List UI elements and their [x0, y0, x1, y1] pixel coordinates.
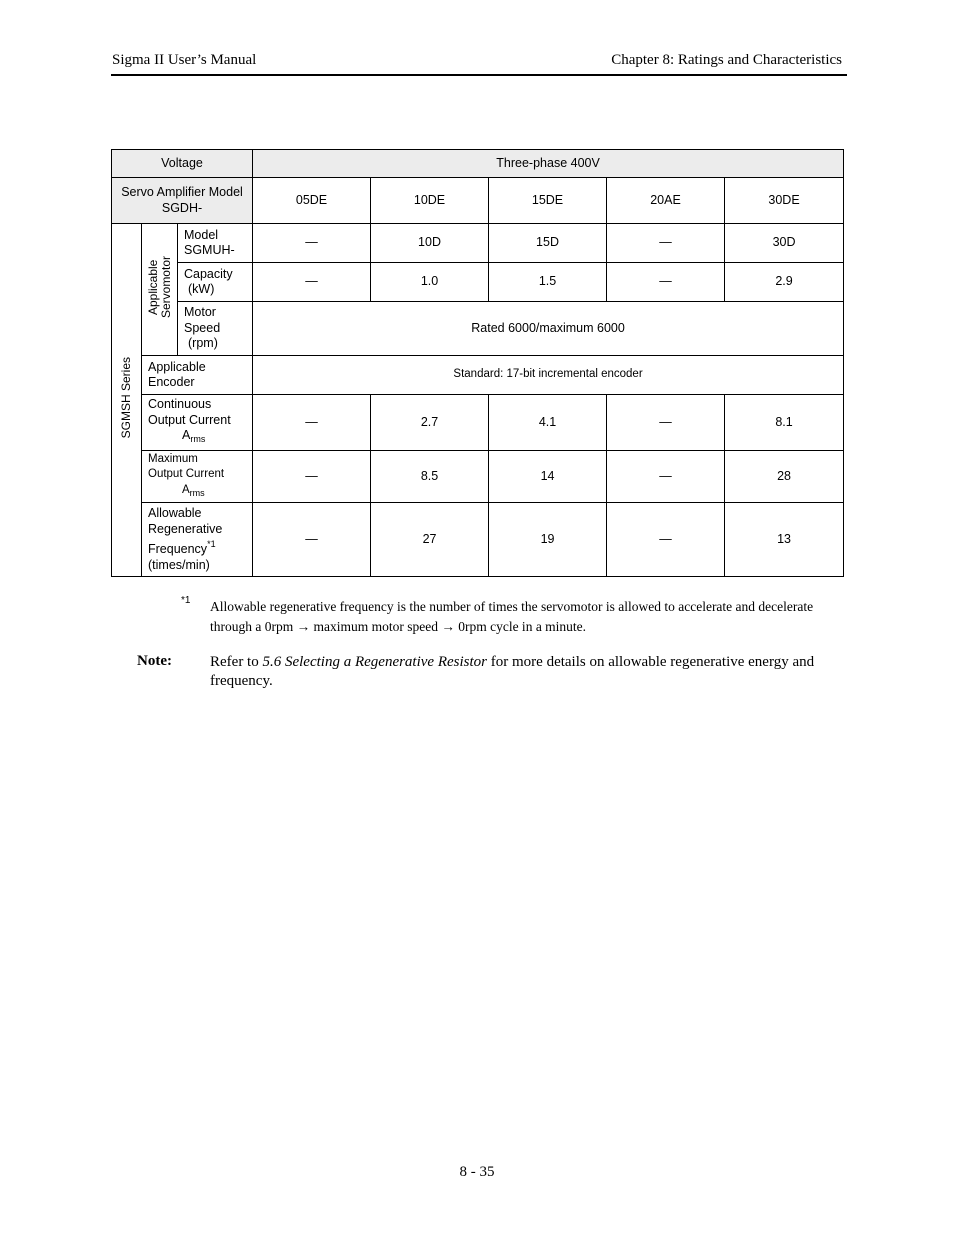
voltage-value: Three-phase 400V [253, 150, 844, 178]
applicable-servomotor-label: Applicable Servomotor [145, 256, 173, 319]
capacity-cell: 1.5 [489, 263, 607, 302]
voltage-row [112, 150, 844, 178]
motor-model-row [112, 224, 844, 263]
motor-model-cell: 30D [725, 224, 844, 263]
amp-model-cell: 15DE [489, 178, 607, 224]
footnote-text: Allowable regenerative frequency is the number of times the servomotor is allowed to accelerate and decelerate through a 0rpm → maximum motor speed → 0rpm cycle in a minute. [210, 599, 814, 634]
continuous-current-label: Continuous Output Current $A_{rms}$ [142, 395, 253, 451]
header-chapter-title: Chapter 8: Ratings and Characteristics [611, 52, 842, 68]
continuous-current-row [112, 395, 844, 451]
footnote-mark: *1 [181, 595, 191, 606]
maximum-current-row [112, 451, 844, 503]
regen-frequency-cell: — [607, 503, 725, 577]
regen-frequency-cell: 27 [371, 503, 489, 577]
header-rule [111, 74, 847, 76]
regen-frequency-row [112, 503, 844, 577]
capacity-cell: 1.0 [371, 263, 489, 302]
continuous-current-cell: 2.7 [371, 395, 489, 451]
maximum-current-cell: — [607, 451, 725, 503]
encoder-label: Applicable Encoder [142, 356, 253, 395]
page-number: 8 - 35 [459, 1164, 495, 1180]
amplifier-row [112, 178, 844, 224]
regen-frequency-cell: — [253, 503, 371, 577]
capacity-cell: 2.9 [725, 263, 844, 302]
amplifier-label: Servo Amplifier Model SGDH- [112, 178, 253, 224]
ratings-table [111, 149, 844, 577]
motor-model-cell: — [253, 224, 371, 263]
continuous-current-cell: 8.1 [725, 395, 844, 451]
continuous-current-cell: — [607, 395, 725, 451]
series-label-cell [112, 224, 142, 577]
model-label: Model SGMUH- [178, 224, 253, 263]
maximum-current-cell: — [253, 451, 371, 503]
amp-model-cell: 05DE [253, 178, 371, 224]
capacity-cell: — [253, 263, 371, 302]
encoder-row [112, 356, 844, 395]
header-manual-title: Sigma II User’s Manual [112, 52, 257, 68]
amp-model-cell: 30DE [725, 178, 844, 224]
note-text: Refer to 5.6 Selecting a Regenerative Resistor for more details on allowable regenerative energy and frequency. [210, 654, 815, 689]
motor-speed-row [112, 302, 844, 356]
note-label: Note: [137, 653, 172, 669]
regen-frequency-label: Allowable Regenerative Frequency$^{*1}$ (times/min) [142, 503, 253, 577]
continuous-current-cell: 4.1 [489, 395, 607, 451]
regen-frequency-cell: 19 [489, 503, 607, 577]
motor-model-cell: — [607, 224, 725, 263]
series-label: SGMSH Series [119, 357, 133, 439]
regen-frequency-cell: 13 [725, 503, 844, 577]
note-reference: 5.6 Selecting a Regenerative Resistor [262, 654, 488, 670]
motor-speed-value: Rated 6000/maximum 6000 [253, 302, 844, 356]
voltage-label: Voltage [112, 150, 253, 178]
maximum-current-cell: 28 [725, 451, 844, 503]
capacity-row [112, 263, 844, 302]
encoder-value: Standard: 17-bit incremental encoder [253, 356, 844, 395]
motor-model-cell: 10D [371, 224, 489, 263]
applicable-servomotor-cell [142, 224, 178, 356]
capacity-cell: — [607, 263, 725, 302]
continuous-current-cell: — [253, 395, 371, 451]
capacity-label: Capacity (kW) [178, 263, 253, 302]
maximum-current-label: Maximum Output Current $A_{rms}$ [142, 451, 253, 503]
maximum-current-cell: 14 [489, 451, 607, 503]
amp-model-cell: 20AE [607, 178, 725, 224]
motor-speed-label: Motor Speed (rpm) [178, 302, 253, 356]
motor-model-cell: 15D [489, 224, 607, 263]
amp-model-cell: 10DE [371, 178, 489, 224]
maximum-current-cell: 8.5 [371, 451, 489, 503]
